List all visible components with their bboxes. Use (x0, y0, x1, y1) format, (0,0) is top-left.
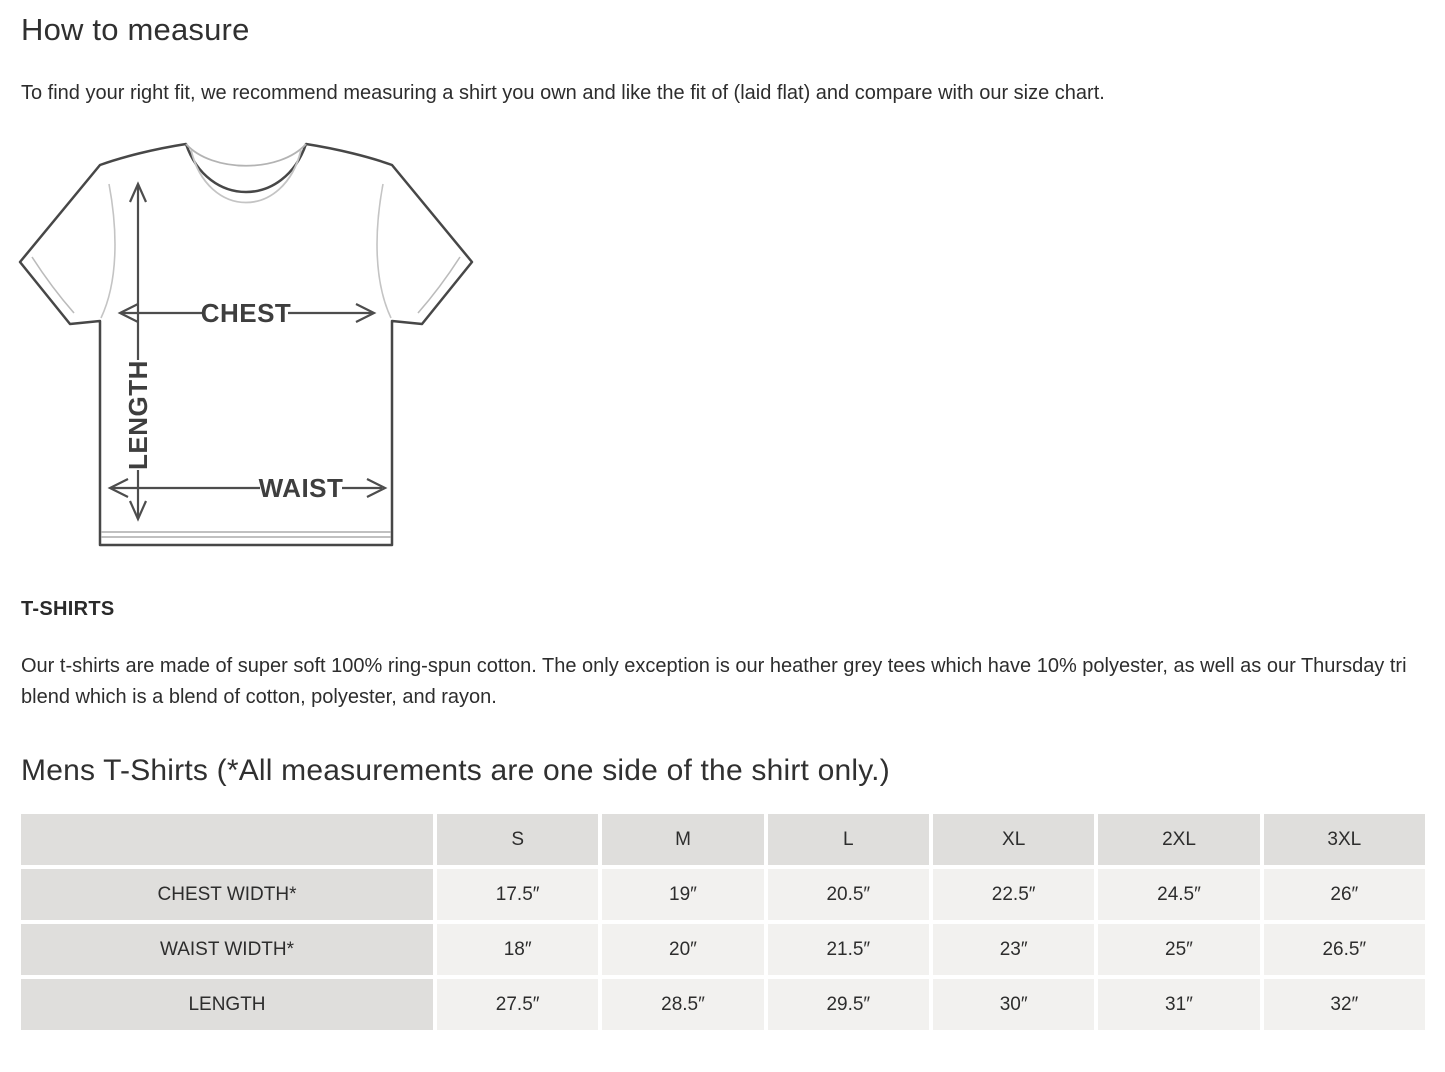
table-cell: 29.5″ (768, 979, 929, 1030)
table-cell: 28.5″ (602, 979, 763, 1030)
table-cell: 18″ (437, 924, 598, 975)
column-header-3xl: 3XL (1264, 814, 1425, 865)
row-label-length: LENGTH (21, 979, 433, 1030)
table-cell: 17.5″ (437, 869, 598, 920)
column-header-2xl: 2XL (1098, 814, 1259, 865)
table-cell: 20″ (602, 924, 763, 975)
tshirt-measure-illustration (16, 140, 476, 552)
table-cell: 26″ (1264, 869, 1425, 920)
table-cell: 25″ (1098, 924, 1259, 975)
size-chart-heading: Mens T-Shirts (*All measurements are one side of the shirt only.) (21, 753, 890, 787)
table-cell: 19″ (602, 869, 763, 920)
table-cell: 27.5″ (437, 979, 598, 1030)
table-corner-cell (21, 814, 433, 865)
table-cell: 23″ (933, 924, 1094, 975)
length-label: LENGTH (123, 359, 153, 470)
page-title: How to measure (21, 12, 250, 47)
table-cell: 22.5″ (933, 869, 1094, 920)
intro-text: To find your right fit, we recommend measuring a shirt you own and like the fit of (laid flat) and compare with our size chart. (21, 81, 1105, 104)
column-header-xl: XL (933, 814, 1094, 865)
waist-label: WAIST (258, 472, 344, 503)
table-cell: 24.5″ (1098, 869, 1259, 920)
row-label-waist-width: WAIST WIDTH* (21, 924, 433, 975)
chest-label: CHEST (200, 297, 292, 328)
shirt-outline (20, 144, 472, 545)
table-cell: 32″ (1264, 979, 1425, 1030)
table-cell: 20.5″ (768, 869, 929, 920)
tshirts-description: Our t-shirts are made of super soft 100% ring-spun cotton. The only exception is our heather grey tees which have 10% polyester, as well as our Thursday tri blend which is a blend of cotton, polyester, and rayon. (21, 654, 1407, 709)
table-cell: 26.5″ (1264, 924, 1425, 975)
size-chart-table (21, 814, 1425, 1030)
column-header-l: L (768, 814, 929, 865)
tshirts-heading: T-SHIRTS (21, 597, 115, 620)
column-header-m: M (602, 814, 763, 865)
table-cell: 30″ (933, 979, 1094, 1030)
collar-back-seam (186, 144, 306, 166)
row-label-chest-width: CHEST WIDTH* (21, 869, 433, 920)
table-cell: 21.5″ (768, 924, 929, 975)
table-cell: 31″ (1098, 979, 1259, 1030)
tshirt-diagram (16, 140, 476, 552)
column-header-s: S (437, 814, 598, 865)
